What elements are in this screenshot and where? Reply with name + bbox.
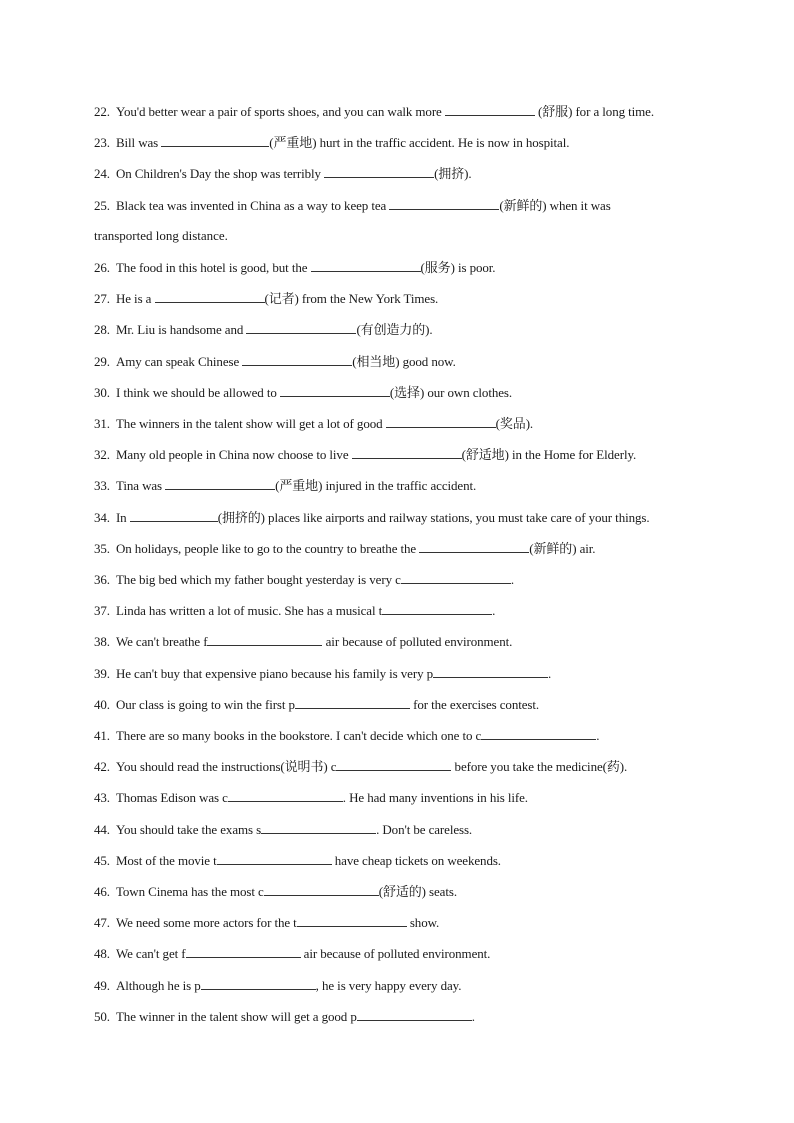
answer-blank[interactable] (445, 103, 535, 116)
question-line (94, 321, 433, 338)
question-continuation: transported long distance. (94, 228, 228, 243)
question-text-before: Black tea was invented in China as a way to keep tea (115, 198, 390, 213)
answer-blank[interactable] (207, 633, 322, 646)
answer-blank[interactable] (161, 134, 269, 147)
answer-blank[interactable] (386, 415, 496, 428)
question-number: 26. (94, 260, 110, 275)
question-number: 41. (94, 728, 110, 743)
answer-blank[interactable] (352, 446, 462, 459)
question-line (94, 977, 461, 994)
question-text-before: You should take the exams s (115, 822, 262, 837)
question-line (94, 165, 472, 182)
question-number: 31. (94, 416, 110, 431)
question-text-after: (舒适的) seats. (378, 884, 457, 899)
question-number: 42. (94, 759, 110, 774)
question-text-before: You'd better wear a pair of sports shoes, and you can walk more (115, 104, 445, 119)
question-number: 30. (94, 385, 110, 400)
question-number: 44. (94, 822, 110, 837)
question-line (94, 415, 533, 432)
answer-blank[interactable] (481, 727, 596, 740)
question-text-after: (选择) our own clothes. (389, 385, 513, 400)
question-text-before: The winners in the talent show will get a lot of good (115, 416, 386, 431)
question-line (94, 789, 528, 806)
question-line (94, 665, 551, 682)
question-line (94, 852, 501, 869)
answer-blank[interactable] (242, 353, 352, 366)
question-text-after: (新鲜的) when it was (499, 198, 611, 213)
question-text-after: (拥挤的) places like airports and railway stations, you must take care of your things. (217, 510, 650, 525)
question-line (94, 384, 512, 401)
question-line (94, 477, 476, 494)
question-line (94, 633, 512, 650)
question-text-before: I think we should be allowed to (115, 385, 280, 400)
question-text-after: for the exercises contest. (409, 697, 540, 712)
question-line (94, 883, 457, 900)
question-text-before: Bill was (115, 135, 162, 150)
question-text-after: (相当地) good now. (352, 354, 456, 369)
question-text-after: . (548, 666, 552, 681)
question-number: 43. (94, 790, 110, 805)
question-text-before: Our class is going to win the first p (115, 697, 295, 712)
answer-blank[interactable] (311, 259, 421, 272)
question-text-after: (拥挤). (434, 166, 472, 181)
question-number: 47. (94, 915, 110, 930)
question-text-before: We can't get f (115, 946, 186, 961)
question-text-after: (舒服) for a long time. (534, 104, 654, 119)
question-text-after: . (596, 728, 600, 743)
answer-blank[interactable] (261, 821, 376, 834)
question-line (94, 571, 514, 588)
question-number: 37. (94, 603, 110, 618)
question-text-after: . (510, 572, 514, 587)
question-line (94, 758, 627, 775)
question-text-before: In (115, 510, 130, 525)
answer-blank[interactable] (382, 602, 492, 615)
question-number: 40. (94, 697, 110, 712)
answer-blank[interactable] (419, 540, 529, 553)
question-number: 36. (94, 572, 110, 587)
question-text-after: air because of polluted environment. (300, 946, 491, 961)
question-line (94, 914, 439, 931)
question-number: 46. (94, 884, 110, 899)
answer-blank[interactable] (297, 914, 407, 927)
answer-blank[interactable] (217, 852, 332, 865)
question-text-after: (严重地) injured in the traffic accident. (275, 478, 477, 493)
question-text-after: (奖品). (495, 416, 534, 431)
question-text-after: (服务) is poor. (420, 260, 496, 275)
question-number: 25. (94, 198, 110, 213)
answer-blank[interactable] (155, 290, 265, 303)
question-text-after: before you take the medicine(药). (451, 759, 628, 774)
question-line (94, 696, 539, 713)
question-text-before: The big bed which my father bought yesterday is very c (115, 572, 401, 587)
question-text-before: There are so many books in the bookstore. I can't decide which one to c (115, 728, 482, 743)
answer-blank[interactable] (324, 165, 434, 178)
question-line (94, 134, 569, 151)
answer-blank[interactable] (433, 665, 548, 678)
question-text-after: (记者) from the New York Times. (264, 291, 439, 306)
question-line (94, 540, 595, 557)
question-line (94, 259, 495, 276)
question-line (94, 509, 650, 526)
question-number: 27. (94, 291, 110, 306)
question-text-before: Linda has written a lot of music. She has a musical t (115, 603, 383, 618)
question-number: 33. (94, 478, 110, 493)
question-text-after: . (471, 1009, 475, 1024)
answer-blank[interactable] (295, 696, 410, 709)
question-text-after: , he is very happy every day. (315, 978, 462, 993)
question-number: 34. (94, 510, 110, 525)
question-number: 29. (94, 354, 110, 369)
answer-blank[interactable] (165, 477, 275, 490)
question-number: 38. (94, 634, 110, 649)
answer-blank[interactable] (357, 1008, 472, 1021)
question-text-after: air because of polluted environment. (322, 634, 513, 649)
question-number: 32. (94, 447, 110, 462)
question-text-after: . He had many inventions in his life. (342, 790, 528, 805)
question-line (94, 446, 636, 463)
question-text-before: On Children's Day the shop was terribly (115, 166, 325, 181)
question-text-after: show. (406, 915, 440, 930)
question-number: 49. (94, 978, 110, 993)
question-line (94, 727, 599, 744)
question-number: 23. (94, 135, 110, 150)
question-number: 48. (94, 946, 110, 961)
question-text-before: Thomas Edison was c (115, 790, 228, 805)
question-text-before: Mr. Liu is handsome and (115, 322, 247, 337)
question-line (94, 103, 654, 120)
question-text-before: Many old people in China now choose to live (115, 447, 352, 462)
question-text-after: (严重地) hurt in the traffic accident. He is now in hospital. (269, 135, 570, 150)
question-line (94, 821, 472, 838)
question-number: 39. (94, 666, 110, 681)
question-text-before: He is a (115, 291, 155, 306)
question-text-after: (舒适地) in the Home for Elderly. (461, 447, 637, 462)
question-text-before: Tina was (115, 478, 166, 493)
question-line (94, 602, 495, 619)
question-text-before: He can't buy that expensive piano because his family is very p (115, 666, 434, 681)
question-number: 24. (94, 166, 110, 181)
answer-blank[interactable] (264, 883, 379, 896)
answer-blank[interactable] (201, 977, 316, 990)
question-number: 35. (94, 541, 110, 556)
answer-blank[interactable] (401, 571, 511, 584)
question-text-before: Amy can speak Chinese (115, 354, 243, 369)
answer-blank[interactable] (389, 197, 499, 210)
question-text-after: (新鲜的) air. (529, 541, 596, 556)
answer-blank[interactable] (130, 509, 218, 522)
question-line (94, 290, 438, 307)
answer-blank[interactable] (186, 945, 301, 958)
question-text-before: Most of the movie t (115, 853, 217, 868)
question-text-after: . (492, 603, 496, 618)
question-text-after: (有创造力的). (356, 322, 433, 337)
question-line (94, 945, 490, 962)
question-text-before: The food in this hotel is good, but the (115, 260, 311, 275)
question-text-before: Town Cinema has the most c (115, 884, 264, 899)
question-number: 28. (94, 322, 110, 337)
answer-blank[interactable] (280, 384, 390, 397)
question-text-before: The winner in the talent show will get a good p (115, 1009, 357, 1024)
question-number: 22. (94, 104, 110, 119)
question-text-before: Although he is p (115, 978, 201, 993)
question-line (94, 1008, 475, 1025)
question-text-before: We can't breathe f (115, 634, 208, 649)
answer-blank[interactable] (336, 758, 451, 771)
question-number: 45. (94, 853, 110, 868)
question-text-after: . Don't be careless. (376, 822, 473, 837)
answer-blank[interactable] (228, 789, 343, 802)
question-line (94, 197, 611, 214)
question-text-before: You should read the instructions(说明书) c (115, 759, 337, 774)
question-text-before: On holidays, people like to go to the country to breathe the (115, 541, 420, 556)
question-text-before: We need some more actors for the t (115, 915, 297, 930)
question-number: 50. (94, 1009, 110, 1024)
question-text-after: have cheap tickets on weekends. (331, 853, 501, 868)
question-line (94, 353, 456, 370)
answer-blank[interactable] (246, 321, 356, 334)
